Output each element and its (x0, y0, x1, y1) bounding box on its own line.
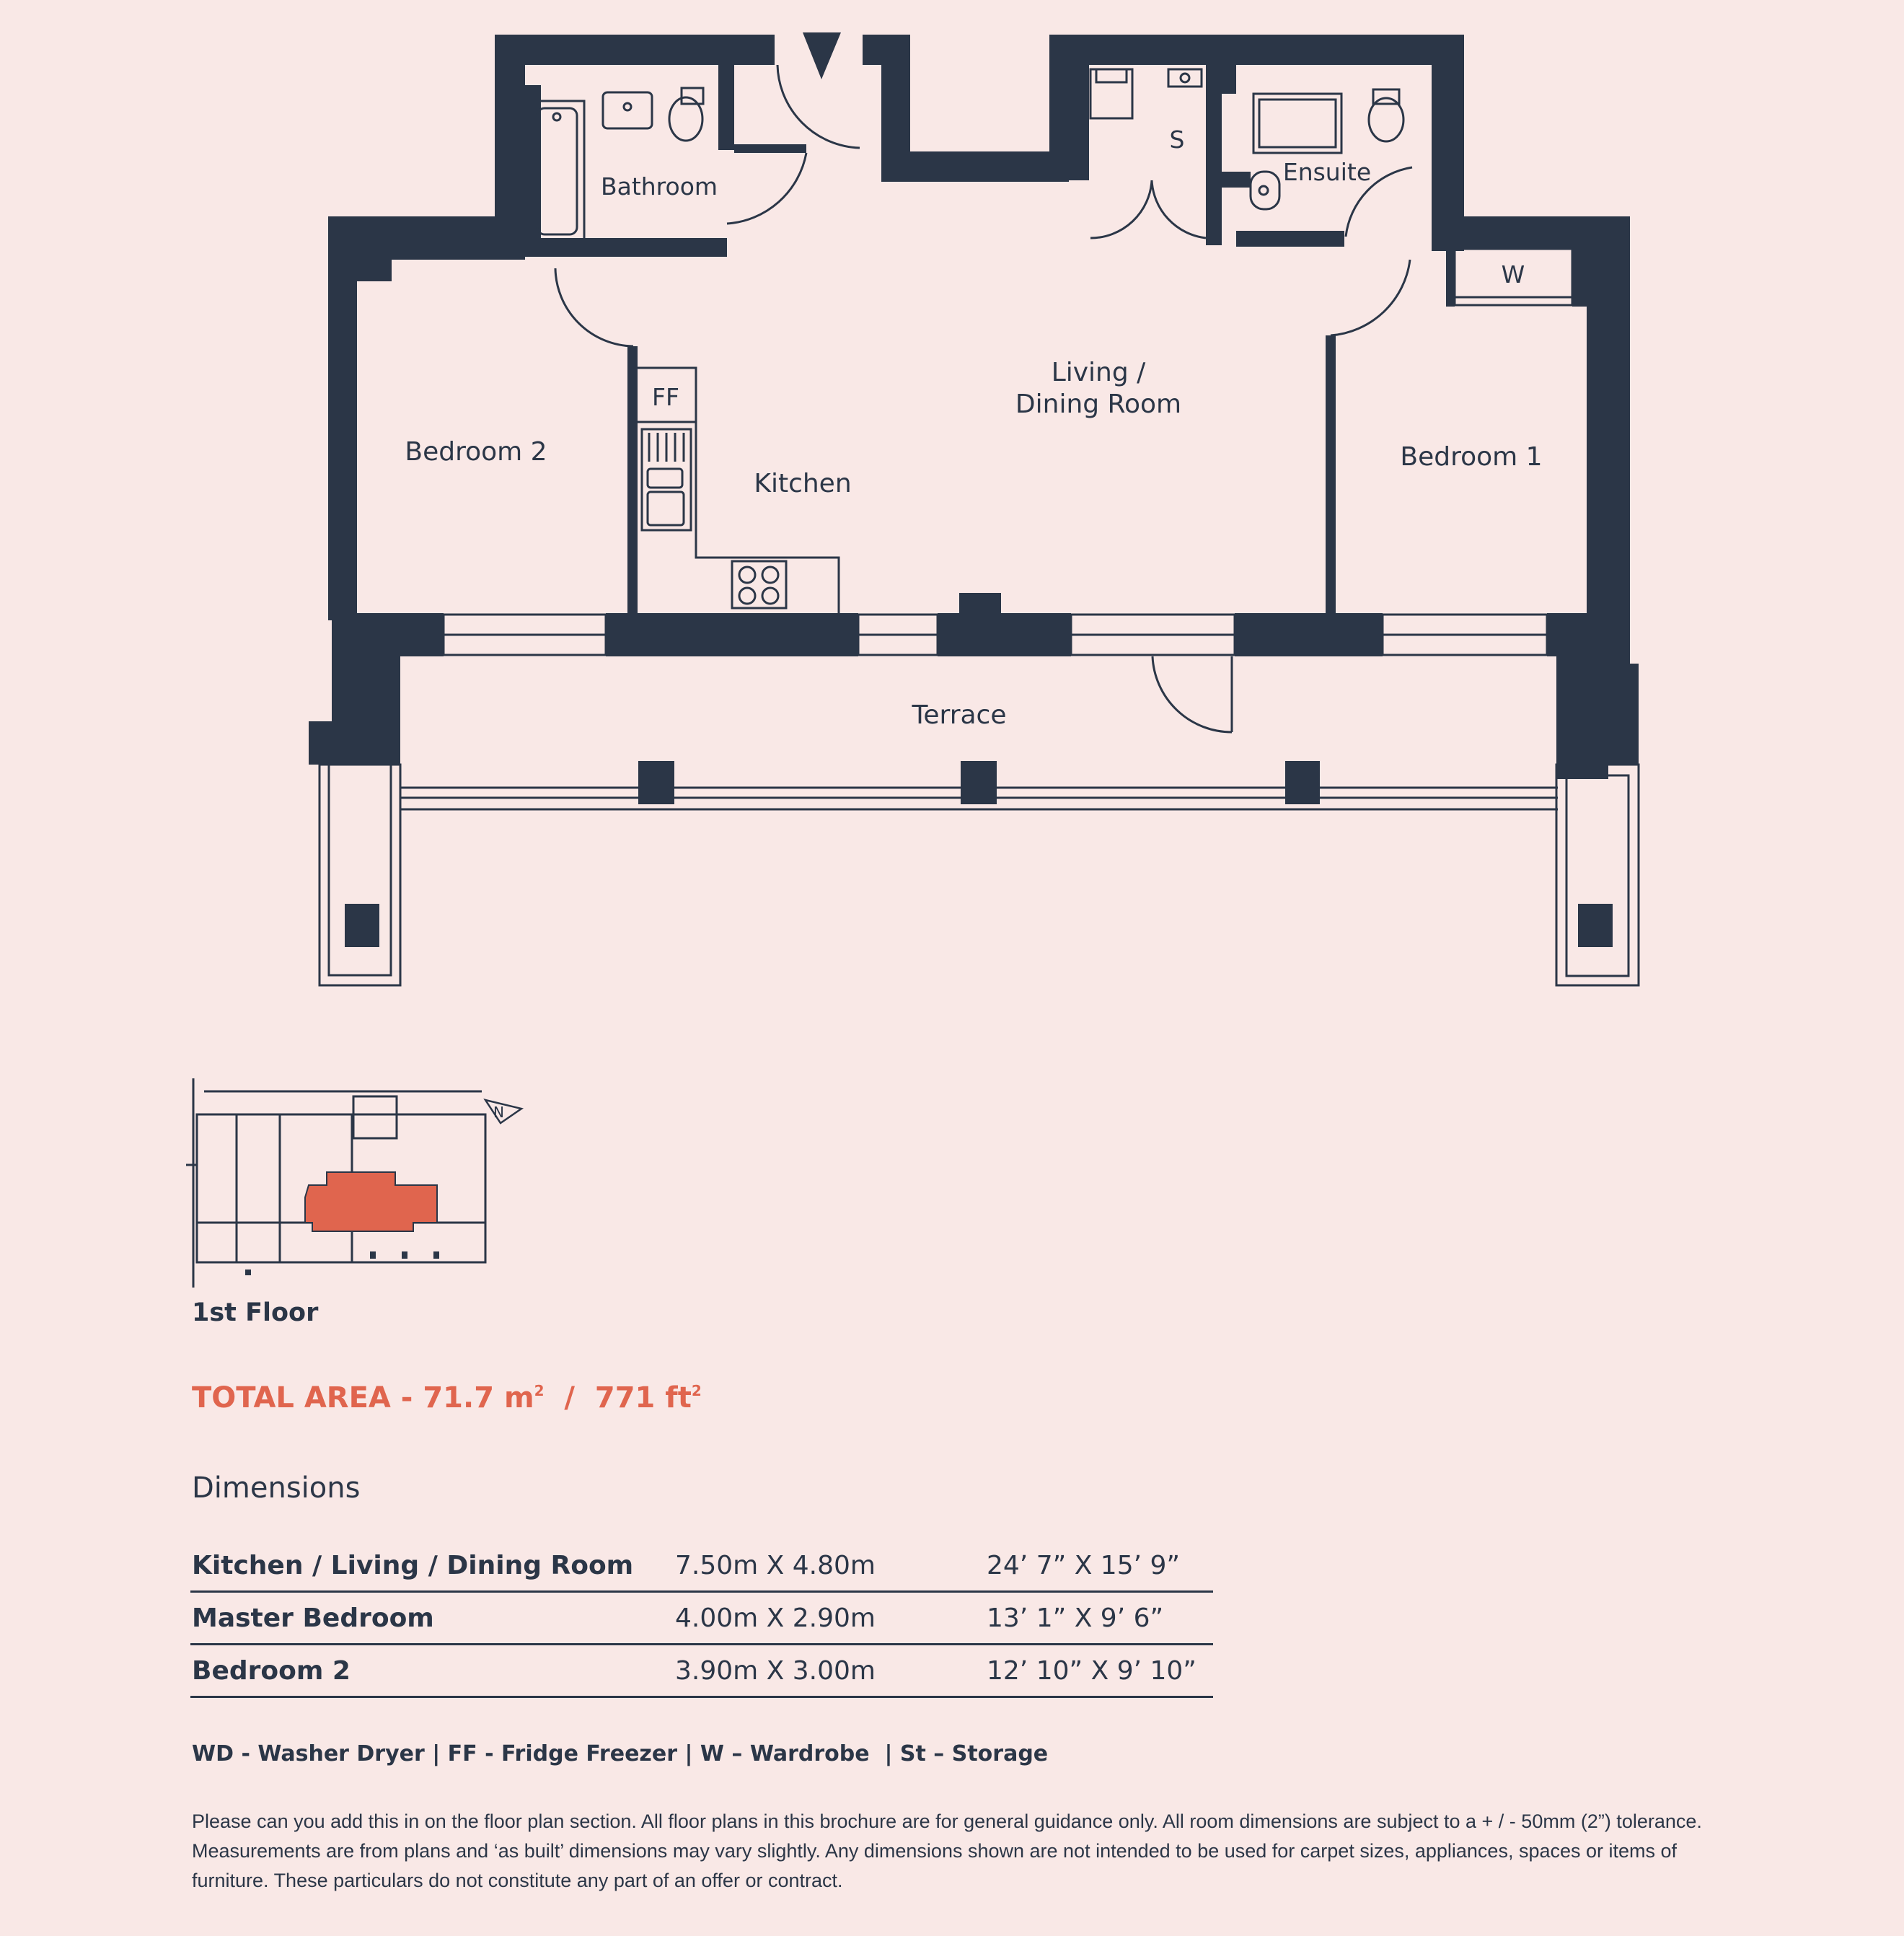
metric-size: 3.90m X 3.00m (675, 1655, 876, 1686)
north-label: N (493, 1104, 504, 1121)
label-wardrobe: W (1501, 260, 1525, 289)
key-plan (186, 1078, 532, 1295)
room-name: Master Bedroom (192, 1603, 434, 1633)
label-bathroom: Bathroom (600, 172, 718, 201)
total-area: TOTAL AREA - 71.7 $m^2 / 771$ $ft^2$ (192, 1381, 702, 1414)
highlighted-unit (305, 1172, 437, 1231)
label-storage: S (1169, 126, 1185, 154)
floor-caption: 1st Floor (192, 1298, 319, 1327)
dimensions-title: Dimensions (192, 1471, 361, 1505)
metric-size: 7.50m X 4.80m (675, 1550, 876, 1580)
north-arrow-icon (485, 1100, 521, 1123)
imperial-size: 12’ 10” X 9’ 10” (987, 1655, 1196, 1686)
label-terrace: Terrace (912, 700, 1007, 730)
table-row (190, 1645, 1213, 1698)
disclaimer: Please can you add this in on the floor plan section. All floor plans in this brochure are for general guidance only. All room dimensions are subject to a + / - 50mm (2”) tolerance. Measurements are from plans and ‘as built’ dimensions may vary slightly. Any dimensions shown are not intended to be used for carpet sizes, appliances, spaces or items of furniture. These particulars do not constitute any part of an offer or contract. (192, 1810, 1702, 1891)
label-kitchen: Kitchen (754, 469, 852, 498)
imperial-size: 24’ 7” X 15’ 9” (987, 1550, 1181, 1580)
table-row (190, 1593, 1213, 1645)
metric-size: 4.00m X 2.90m (675, 1603, 876, 1633)
label-ensuite: Ensuite (1282, 158, 1372, 186)
label-fridge-freezer: FF (652, 383, 679, 411)
label-living-line2: Dining Room (1015, 390, 1182, 419)
table-row (190, 1540, 1213, 1593)
room-name: Bedroom 2 (192, 1655, 351, 1686)
room-name: Kitchen / Living / Dining Room (192, 1550, 634, 1580)
imperial-size: 13’ 1” X 9’ 6” (987, 1603, 1164, 1633)
abbreviation-legend: WD - Washer Dryer | FF - Fridge Freezer | W – Wardrobe | St – Storage (192, 1741, 1049, 1766)
dimensions-table (190, 1540, 1213, 1698)
label-living-line1: Living / (1051, 358, 1146, 387)
label-bedroom-2: Bedroom 2 (405, 437, 547, 467)
label-bedroom-1: Bedroom 1 (1400, 442, 1543, 472)
entrance-arrow-icon (803, 32, 841, 79)
